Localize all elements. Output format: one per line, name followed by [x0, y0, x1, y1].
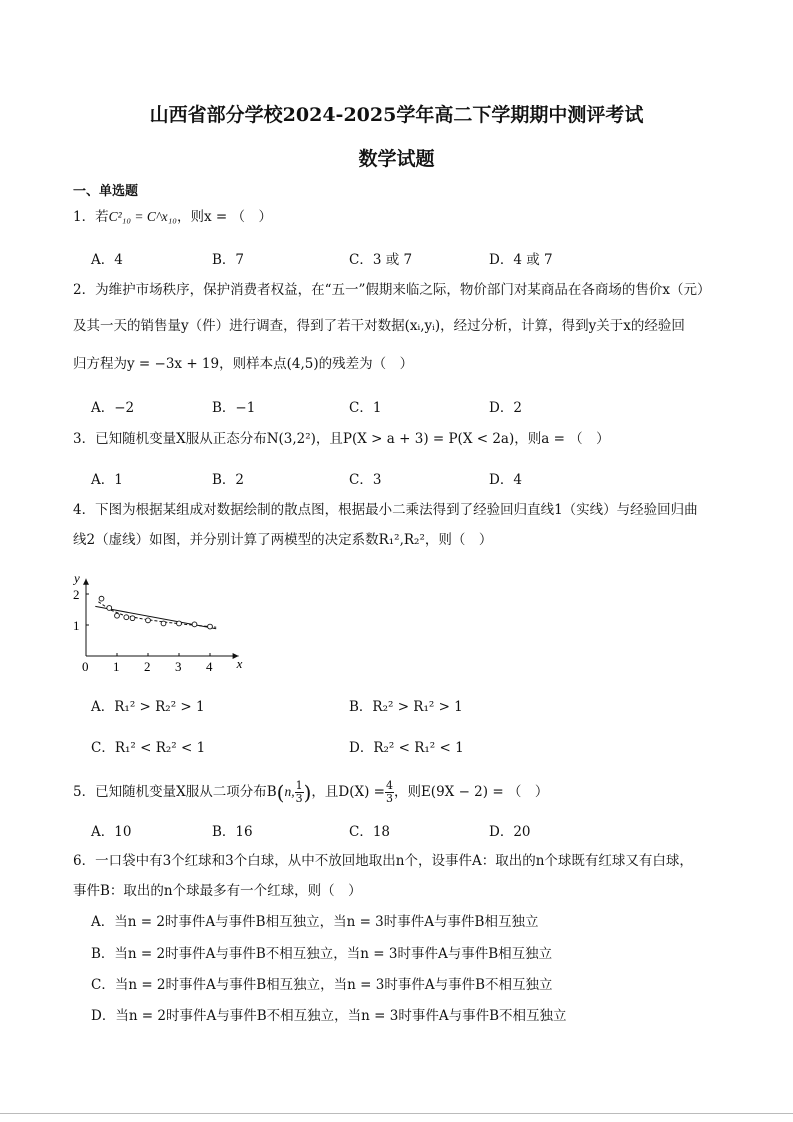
q2-line-3: 归方程为y = −3x + 19，则样本点(4,5)的残差为（ ） [73, 356, 414, 372]
q2-line-1: 2．为维护市场秩序，保护消费者权益，在“五一”假期来临之际，物价部门对某商品在各商场的售价x（元） [73, 282, 711, 298]
scatter-point [208, 624, 213, 629]
q5-mid: ，且D(X) = [311, 784, 385, 800]
q3-option-c: C．3 [349, 472, 382, 488]
q5-option-d: D．20 [489, 824, 531, 840]
q2-option-a: A．−2 [91, 400, 135, 416]
q3-text: 3．已知随机变量X服从正态分布N(3,2²)，且P(X > a + 3) = P(X < 2a)，则a = （ ） [73, 431, 610, 447]
q5-option-a: A．10 [91, 824, 132, 840]
q6-option-d: D．当n = 2时事件A与事件B不相互独立，当n = 3时事件A与事件B不相互独立 [91, 1008, 567, 1024]
q2-option-d: D．2 [489, 400, 522, 416]
y-tick-label: 1 [73, 618, 80, 633]
scatter-point [107, 606, 112, 611]
x-axis-label: x [236, 656, 243, 671]
q5-option-c: C．18 [349, 824, 391, 840]
y-axis-label: y [74, 570, 80, 586]
q5-paren-close: ) [303, 780, 312, 805]
q6-line-1: 6．一口袋中有3个红球和3个白球，从中不放回地取出n个，设事件A：取出的n个球既有红球又有白球， [73, 853, 693, 869]
q1-prefix: 1．若 [73, 209, 109, 225]
q4-option-c: C．R₁² < R₂² < 1 [91, 740, 206, 756]
q4-line-2: 线2（虚线）如图，并分别计算了两模型的决定系数R₁²,R₂²，则（ ） [73, 532, 493, 548]
x-tick-label: 0 [82, 659, 89, 674]
page-bottom-rule [0, 1113, 793, 1114]
q5-variance-denominator: 3 [385, 792, 393, 805]
q2-option-b: B．−1 [212, 400, 256, 416]
q5-variance-numerator: 4 [385, 779, 393, 792]
scatter-point [124, 615, 129, 620]
scatter-point [130, 616, 135, 621]
q5-paren-open: ( [276, 780, 285, 805]
regression-line-1 [95, 606, 216, 628]
x-tick-label: 2 [144, 659, 151, 674]
scatter-point [115, 613, 120, 618]
q1-option-c: C．3 或 7 [349, 252, 413, 268]
q2-option-c: C．1 [349, 400, 382, 416]
y-axis-arrow [83, 579, 89, 585]
question-1 [73, 205, 272, 225]
q5-prob-numerator: 1 [295, 779, 303, 792]
q1-option-a: A．4 [91, 252, 123, 268]
exam-subtitle: 数学试题 [358, 148, 435, 170]
scatter-point [146, 618, 151, 623]
q5-variance-fraction [385, 780, 394, 805]
section-heading: 一、单选题 [73, 184, 139, 199]
scatter-point [99, 596, 104, 601]
scatter-point [192, 622, 197, 627]
x-tick-label: 1 [113, 659, 120, 674]
scatter-point [161, 621, 166, 626]
q4-option-a: A．R₁² > R₂² > 1 [91, 699, 205, 715]
q5-prob-fraction [295, 780, 304, 805]
q5-suffix: ，则E(9X − 2) = （ ） [393, 784, 549, 800]
q5-n: n, [284, 784, 295, 799]
q1-option-d: D．4 或 7 [489, 252, 553, 268]
q6-option-b: B．当n = 2时事件A与事件B不相互独立，当n = 3时事件A与事件B相互独立 [91, 946, 553, 962]
x-tick-label: 4 [206, 659, 213, 674]
q2-line-2: 及其一天的销售量y（件）进行调查，得到了若干对数据(xᵢ,yᵢ)，经过分析，计算，得到y关于x的经验回 [73, 318, 685, 334]
scatter-chart [60, 560, 250, 675]
q5-prob-denominator: 3 [295, 792, 303, 805]
q3-option-a: A．1 [91, 472, 123, 488]
q6-option-a: A．当n = 2时事件A与事件B相互独立，当n = 3时事件A与事件B相互独立 [91, 914, 539, 930]
scatter-point [177, 621, 182, 626]
q1-suffix: ，则x = （ ） [176, 209, 272, 225]
q5-prefix: 5．已知随机变量X服从二项分布B [73, 784, 277, 800]
q6-option-c: C．当n = 2时事件A与事件B相互独立，当n = 3时事件A与事件B不相互独立 [91, 977, 553, 993]
q3-option-d: D．4 [489, 472, 522, 488]
y-tick-label: 2 [73, 587, 80, 602]
q1-expression: C²₁₀ = C^x₁₀ [108, 209, 177, 224]
q6-line-2: 事件B：取出的n个球最多有一个红球，则（ ） [73, 883, 362, 899]
question-5 [73, 780, 548, 805]
q5-option-b: B．16 [212, 824, 253, 840]
q4-line-1: 4．下图为根据某组成对数据绘制的散点图，根据最小二乘法得到了经验回归直线1（实线）与经验回归曲 [73, 502, 698, 518]
q4-option-d: D．R₂² < R₁² < 1 [349, 740, 464, 756]
q4-option-b: B．R₂² > R₁² > 1 [349, 699, 463, 715]
x-tick-label: 3 [175, 659, 182, 674]
q3-option-b: B．2 [212, 472, 245, 488]
exam-title: 山西省部分学校2024-2025学年高二下学期期中测评考试 [149, 104, 644, 126]
q1-option-b: B．7 [212, 252, 245, 268]
